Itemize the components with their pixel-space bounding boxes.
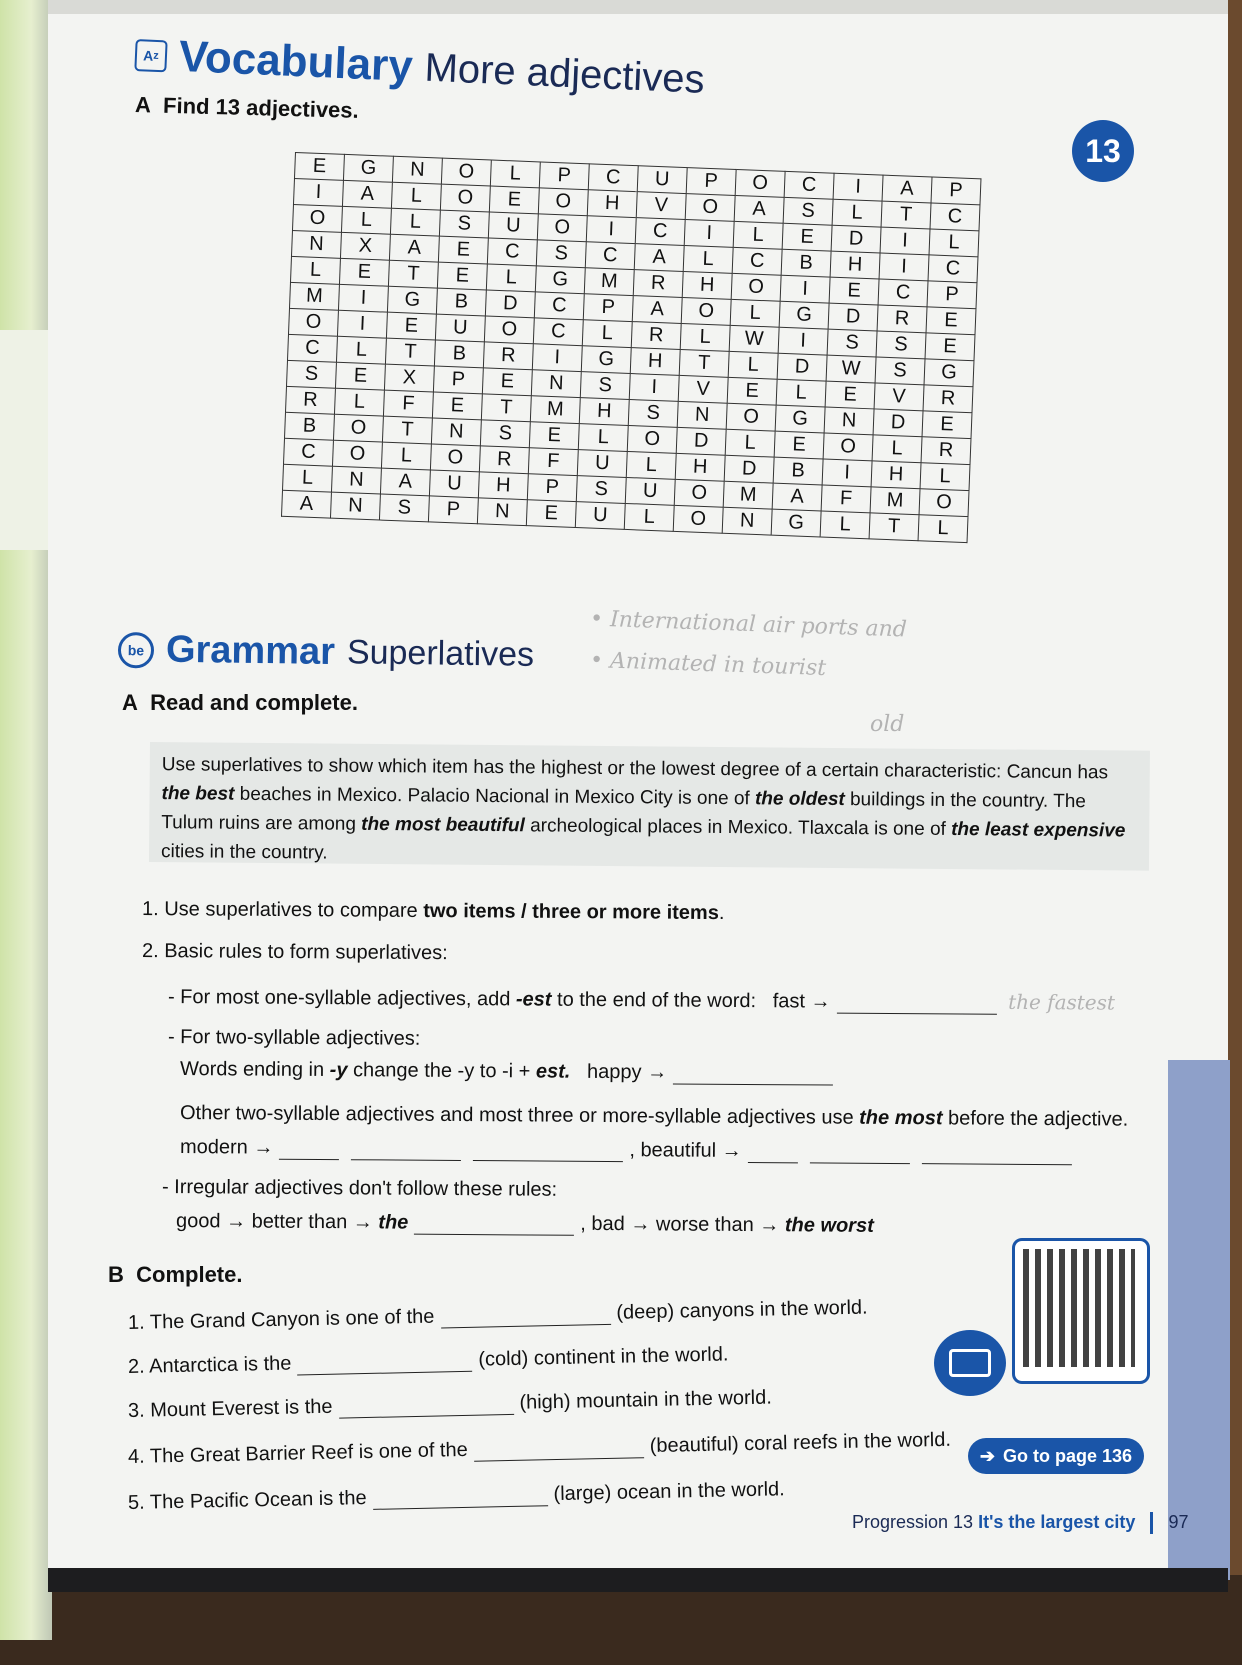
task-label: A — [134, 92, 152, 118]
grid-letter[interactable]: N — [291, 230, 341, 258]
grid-letter[interactable]: E — [482, 368, 532, 396]
rule-point-1: 1. Use superlatives to compare two items / three or more items. — [141, 898, 725, 925]
rule-example: the most beautiful — [361, 813, 525, 837]
answer-blank[interactable] — [473, 1142, 623, 1162]
grid-letter[interactable]: O — [537, 214, 587, 242]
grid-letter[interactable]: B — [436, 288, 486, 316]
grid-letter[interactable]: E — [925, 333, 975, 361]
grid-letter[interactable]: V — [678, 375, 728, 403]
answer-blank[interactable] — [338, 1396, 513, 1419]
grid-letter[interactable]: N — [722, 507, 772, 535]
vocab-title: Vocabulary — [177, 31, 414, 92]
answer-blank[interactable] — [297, 1353, 472, 1376]
grid-letter[interactable]: C — [487, 238, 537, 266]
complete-item-text: 3. Mount Everest is the — [127, 1395, 333, 1422]
grid-letter[interactable]: A — [632, 296, 682, 324]
grid-letter[interactable]: E — [489, 186, 539, 214]
grid-letter[interactable]: A — [882, 175, 932, 203]
grid-letter[interactable]: G — [771, 509, 821, 537]
grid-letter[interactable]: L — [336, 336, 386, 364]
superlatives-rule-box — [149, 742, 1150, 871]
grid-letter[interactable]: C — [284, 438, 334, 466]
grid-letter[interactable]: A — [734, 195, 784, 223]
grid-letter[interactable]: I — [337, 310, 387, 338]
grid-letter[interactable]: I — [532, 344, 582, 372]
grid-letter[interactable]: X — [384, 364, 434, 392]
complete-item-text: 4. The Great Barrier Reef is one of the — [127, 1438, 468, 1468]
grid-letter[interactable]: C — [930, 203, 980, 231]
rule-text: buildings in the country. The Tulum ruins are among — [161, 789, 1087, 835]
grid-letter[interactable]: D — [676, 427, 726, 455]
grid-letter[interactable]: L — [624, 503, 674, 531]
grid-letter[interactable]: H — [682, 271, 732, 299]
grid-letter[interactable]: O — [484, 316, 534, 344]
grid-letter[interactable]: O — [735, 169, 785, 197]
grid-letter[interactable]: A — [634, 244, 684, 272]
grid-letter[interactable]: P — [927, 281, 977, 309]
grid-letter[interactable]: U — [577, 450, 627, 478]
task-label: A — [122, 690, 138, 715]
grid-letter[interactable]: P — [527, 474, 577, 502]
grid-letter[interactable]: S — [875, 357, 925, 385]
grid-letter[interactable]: I — [778, 327, 828, 355]
left-page-edge — [0, 0, 52, 1640]
rule-the-most: Other two-syllable adjectives and most three or more-syllable adjectives use the most before the adjective. — [179, 1102, 1129, 1131]
rule-text: archeological places in Mexico. Tlaxcala is one of — [524, 815, 952, 840]
grid-letter[interactable]: D — [873, 409, 923, 437]
grid-letter[interactable]: C — [287, 334, 337, 362]
grid-letter[interactable]: G — [535, 266, 585, 294]
grid-letter[interactable]: I — [293, 178, 343, 206]
page-top-shadow — [48, 0, 1228, 14]
grid-letter[interactable]: S — [379, 494, 429, 522]
grid-letter[interactable]: L — [725, 429, 775, 457]
grid-letter[interactable]: I — [879, 253, 929, 281]
grid-letter[interactable]: L — [776, 379, 826, 407]
grid-letter[interactable]: G — [387, 286, 437, 314]
rule-example: the best — [161, 783, 235, 805]
grid-letter[interactable]: L — [733, 221, 783, 249]
grid-letter[interactable]: C — [784, 171, 834, 199]
rule-point-2: 2. Basic rules to form superlatives: — [141, 940, 448, 965]
task-text: Read and complete. — [150, 690, 358, 715]
grid-letter[interactable]: G — [581, 346, 631, 374]
rule-example: the oldest — [754, 788, 845, 811]
rule-irregular-examples: good → better than → the , bad → worse than → the worst — [175, 1210, 874, 1237]
device-icon — [934, 1330, 1006, 1396]
vocab-subtitle: More adjectives — [423, 45, 706, 102]
handwritten-note: • Animated in tourist — [589, 647, 827, 682]
grid-letter[interactable]: S — [480, 420, 530, 448]
grid-letter[interactable]: I — [338, 284, 388, 312]
grid-letter[interactable]: C — [585, 242, 635, 270]
grid-letter[interactable]: L — [486, 264, 536, 292]
grid-letter[interactable]: O — [538, 188, 588, 216]
grid-letter[interactable]: P — [433, 366, 483, 394]
rule-text: beaches in Mexico. Palacio Nacional in Mexico City is one of — [234, 783, 756, 810]
grid-letter[interactable]: L — [820, 511, 870, 539]
grid-letter[interactable]: E — [438, 236, 488, 264]
word-search-grid — [281, 152, 982, 543]
grid-letter[interactable]: H — [630, 348, 680, 376]
grid-letter[interactable]: D — [724, 455, 774, 483]
grammar-subtitle: Superlatives — [346, 633, 535, 674]
page-side-tab — [1168, 1060, 1230, 1580]
grid-letter[interactable]: T — [869, 513, 919, 541]
grid-letter[interactable]: T — [881, 201, 931, 229]
grid-letter[interactable]: L — [832, 199, 882, 227]
grid-letter[interactable]: T — [481, 394, 531, 422]
grid-letter[interactable]: L — [381, 442, 431, 470]
grid-letter[interactable]: O — [823, 433, 873, 461]
grid-letter[interactable]: H — [579, 398, 629, 426]
grid-letter[interactable]: R — [285, 386, 335, 414]
grid-letter[interactable]: E — [339, 258, 389, 286]
grid-letter[interactable]: O — [731, 273, 781, 301]
grid-letter[interactable]: E — [529, 422, 579, 450]
rule-text: Use superlatives to show which item has the highest or the lowest degree of a certain characteristic: Cancun has — [161, 754, 1109, 784]
grid-letter[interactable]: A — [282, 490, 332, 518]
grid-letter[interactable]: L — [391, 182, 441, 210]
unit-number-badge: 13 — [1072, 120, 1134, 182]
grid-letter[interactable]: S — [827, 329, 877, 357]
grid-letter[interactable]: F — [821, 485, 871, 513]
grid-letter[interactable]: P — [583, 294, 633, 322]
complete-item-text: 5. The Pacific Ocean is the — [127, 1487, 367, 1514]
grid-letter[interactable]: O — [726, 403, 776, 431]
grid-letter[interactable]: I — [629, 374, 679, 402]
task-text: Find 13 adjectives. — [162, 92, 360, 123]
grid-letter[interactable]: I — [833, 173, 883, 201]
grid-letter[interactable]: L — [334, 388, 384, 416]
grid-letter[interactable]: S — [580, 372, 630, 400]
go-to-page-label: Go to page 136 — [1003, 1445, 1133, 1466]
grid-letter[interactable]: B — [285, 412, 335, 440]
grid-letter[interactable]: O — [333, 414, 383, 442]
grid-letter[interactable]: L — [872, 435, 922, 463]
grid-letter[interactable]: P — [931, 177, 981, 205]
grid-letter[interactable]: W — [729, 325, 779, 353]
grid-letter[interactable]: R — [631, 322, 681, 350]
grid-letter[interactable]: S — [576, 476, 626, 504]
grid-letter[interactable]: D — [831, 225, 881, 253]
grid-letter[interactable]: S — [286, 360, 336, 388]
grid-letter[interactable]: V — [636, 192, 686, 220]
grid-letter[interactable]: L — [283, 464, 333, 492]
grid-letter[interactable]: B — [773, 457, 823, 485]
grid-letter[interactable]: C — [732, 247, 782, 275]
footer-unit-title: It's the largest city — [978, 1512, 1136, 1532]
grid-letter[interactable]: L — [728, 351, 778, 379]
arrow-right-icon: ➔ — [979, 1445, 996, 1466]
rule-two-syllable: - For two-syllable adjectives: — [167, 1026, 421, 1050]
grid-letter[interactable]: T — [385, 338, 435, 366]
grid-letter[interactable]: S — [628, 400, 678, 428]
grammar-title: Grammar — [165, 628, 336, 674]
complete-item-hint: (deep) canyons in the world. — [616, 1296, 868, 1324]
complete-item-text: 2. Antarctica is the — [127, 1352, 292, 1378]
grid-letter[interactable]: C — [588, 164, 638, 192]
grid-letter[interactable]: C — [533, 318, 583, 346]
grid-letter[interactable]: G — [343, 154, 393, 182]
grid-letter[interactable]: R — [921, 437, 971, 465]
grid-letter[interactable]: T — [382, 416, 432, 444]
grid-letter[interactable]: I — [780, 275, 830, 303]
handwritten-answer: the fastest — [1008, 989, 1116, 1015]
grid-letter[interactable]: H — [675, 453, 725, 481]
grid-letter[interactable]: R — [479, 446, 529, 474]
footer-progression: Progression 13 — [852, 1512, 974, 1532]
task-label: B — [108, 1262, 124, 1287]
grid-letter[interactable]: M — [530, 396, 580, 424]
grid-letter[interactable]: O — [440, 184, 490, 212]
grid-letter[interactable]: O — [919, 489, 969, 517]
grid-letter[interactable]: E — [335, 362, 385, 390]
grammar-header — [118, 628, 535, 677]
answer-blank[interactable] — [922, 1145, 1072, 1165]
complete-item-hint: (large) ocean in the world. — [553, 1478, 785, 1506]
grid-letter[interactable]: O — [288, 308, 338, 336]
rule-one-syllable: - For most one-syllable adjectives, add -est to the end of the word: fast → the fastest — [167, 986, 1116, 1015]
grid-letter[interactable]: L — [290, 256, 340, 284]
grid-letter[interactable]: U — [429, 470, 479, 498]
grid-letter[interactable]: P — [428, 496, 478, 524]
grid-letter[interactable]: L — [918, 515, 968, 543]
rule-example: the least expensive — [951, 818, 1126, 842]
rule-examples-most: modern → , beautiful → — [180, 1136, 1078, 1165]
grid-letter[interactable]: P — [686, 168, 736, 196]
grid-letter[interactable]: A — [772, 483, 822, 511]
complete-item-hint: (cold) continent in the world. — [478, 1343, 729, 1371]
grid-letter[interactable]: L — [582, 320, 632, 348]
footer-divider — [1150, 1512, 1153, 1534]
grid-letter[interactable]: E — [774, 431, 824, 459]
grid-letter[interactable]: C — [635, 218, 685, 246]
grid-letter[interactable]: R — [877, 305, 927, 333]
grid-letter[interactable]: P — [539, 162, 589, 190]
grid-letter[interactable]: N — [477, 498, 527, 526]
go-to-page-button[interactable] — [968, 1438, 1144, 1474]
grid-letter[interactable]: W — [826, 355, 876, 383]
grid-letter[interactable]: L — [390, 208, 440, 236]
grid-letter[interactable]: L — [730, 299, 780, 327]
grid-letter[interactable]: L — [626, 451, 676, 479]
grid-letter[interactable]: F — [528, 448, 578, 476]
grid-letter[interactable]: I — [684, 220, 734, 248]
handwritten-note: old — [870, 712, 905, 737]
grid-letter[interactable]: L — [929, 229, 979, 257]
grid-letter[interactable]: N — [431, 418, 481, 446]
answer-blank[interactable] — [474, 1439, 644, 1462]
grid-letter[interactable]: E — [526, 500, 576, 528]
grid-letter[interactable]: U — [435, 314, 485, 342]
grid-letter[interactable]: M — [723, 481, 773, 509]
word-search-table — [281, 152, 982, 543]
task-text: Complete. — [136, 1262, 243, 1287]
grid-letter[interactable]: L — [341, 206, 391, 234]
grid-letter[interactable]: O — [685, 194, 735, 222]
answer-blank[interactable] — [810, 1144, 910, 1164]
grid-letter[interactable]: N — [677, 401, 727, 429]
grid-letter[interactable]: C — [928, 255, 978, 283]
grid-letter[interactable]: U — [488, 212, 538, 240]
grid-letter[interactable]: T — [679, 349, 729, 377]
grid-letter[interactable]: D — [485, 290, 535, 318]
grid-letter[interactable]: S — [876, 331, 926, 359]
grid-letter[interactable]: E — [829, 277, 879, 305]
grid-letter[interactable]: A — [389, 234, 439, 262]
grid-letter[interactable]: U — [625, 477, 675, 505]
grid-letter[interactable]: O — [292, 204, 342, 232]
answer-blank[interactable] — [351, 1141, 461, 1161]
grid-letter[interactable]: O — [673, 505, 723, 533]
answer-blank[interactable] — [372, 1487, 547, 1510]
grid-letter[interactable]: G — [924, 359, 974, 387]
answer-blank[interactable] — [279, 1141, 339, 1160]
grid-letter[interactable]: T — [388, 260, 438, 288]
grammar-task — [122, 690, 358, 716]
grid-letter[interactable]: I — [880, 227, 930, 255]
grid-letter[interactable]: L — [683, 246, 733, 274]
grid-letter[interactable]: D — [828, 303, 878, 331]
grid-letter[interactable]: E — [294, 153, 344, 181]
grid-letter[interactable]: O — [674, 479, 724, 507]
grid-letter[interactable]: C — [878, 279, 928, 307]
grid-letter[interactable]: U — [637, 166, 687, 194]
complete-item-text: 1. The Grand Canyon is one of the — [127, 1305, 435, 1334]
grid-letter[interactable]: E — [437, 262, 487, 290]
grid-letter[interactable]: R — [633, 270, 683, 298]
grid-letter[interactable]: M — [870, 487, 920, 515]
grid-letter[interactable]: E — [386, 312, 436, 340]
rule-ending-y: Words ending in -y change the -y to -i + est. happy → — [180, 1058, 839, 1086]
grid-letter[interactable]: N — [531, 370, 581, 398]
be-icon: be — [118, 632, 154, 668]
page-bottom-shadow — [48, 1568, 1228, 1592]
grid-letter[interactable]: R — [483, 342, 533, 370]
complete-item-hint: (high) mountain in the world. — [519, 1386, 772, 1414]
grid-letter[interactable]: R — [923, 385, 973, 413]
grid-letter[interactable]: F — [383, 390, 433, 418]
answer-blank[interactable] — [414, 1216, 574, 1236]
grid-letter[interactable]: N — [331, 466, 381, 494]
grid-letter[interactable]: H — [871, 461, 921, 489]
grid-letter[interactable]: D — [777, 353, 827, 381]
grid-letter[interactable]: A — [342, 180, 392, 208]
grid-letter[interactable]: E — [727, 377, 777, 405]
grid-letter[interactable]: O — [430, 444, 480, 472]
grid-letter[interactable]: O — [627, 425, 677, 453]
grid-letter[interactable]: O — [681, 297, 731, 325]
az-icon: A z — [134, 39, 167, 72]
handwritten-note: • International air ports and — [589, 606, 908, 643]
grid-letter[interactable]: S — [439, 210, 489, 238]
grid-letter[interactable]: S — [536, 240, 586, 268]
grid-letter[interactable]: B — [434, 340, 484, 368]
grid-letter[interactable]: N — [392, 156, 442, 184]
rule-irregular: - Irregular adjectives don't follow these rules: — [161, 1176, 558, 1201]
grid-letter[interactable]: H — [830, 251, 880, 279]
grid-letter[interactable]: H — [478, 472, 528, 500]
grid-letter[interactable]: O — [332, 440, 382, 468]
grid-letter[interactable]: E — [926, 307, 976, 335]
grid-letter[interactable]: V — [874, 383, 924, 411]
grid-letter[interactable]: U — [575, 502, 625, 530]
grid-letter[interactable]: L — [680, 323, 730, 351]
grid-letter[interactable]: N — [824, 407, 874, 435]
grid-letter[interactable]: G — [779, 301, 829, 329]
grid-letter[interactable]: X — [340, 232, 390, 260]
grid-letter[interactable]: M — [584, 268, 634, 296]
grid-letter[interactable]: S — [783, 197, 833, 225]
grid-letter[interactable]: E — [432, 392, 482, 420]
answer-blank[interactable] — [836, 995, 996, 1015]
grid-letter[interactable]: I — [822, 459, 872, 487]
answer-blank[interactable] — [440, 1306, 610, 1329]
grid-letter[interactable]: L — [490, 160, 540, 188]
grid-letter[interactable]: B — [781, 249, 831, 277]
grid-letter[interactable]: L — [920, 463, 970, 491]
grid-letter[interactable]: E — [825, 381, 875, 409]
grid-letter[interactable]: O — [441, 158, 491, 186]
grid-letter[interactable]: E — [922, 411, 972, 439]
rule-text: cities in the country. — [160, 841, 328, 864]
grid-letter[interactable]: E — [782, 223, 832, 251]
complete-item-hint: (beautiful) coral reefs in the world. — [649, 1428, 952, 1458]
grid-letter[interactable]: L — [578, 424, 628, 452]
grid-letter[interactable]: G — [775, 405, 825, 433]
grid-letter[interactable]: C — [534, 292, 584, 320]
qr-code[interactable] — [1012, 1238, 1150, 1384]
page-number: 97 — [1168, 1512, 1189, 1532]
grid-letter[interactable]: M — [289, 282, 339, 310]
grid-letter[interactable]: I — [586, 216, 636, 244]
answer-blank[interactable] — [748, 1144, 798, 1163]
grid-letter[interactable]: H — [587, 190, 637, 218]
grid-letter[interactable]: N — [330, 492, 380, 520]
page-footer — [852, 1512, 1189, 1534]
answer-blank[interactable] — [673, 1065, 833, 1085]
grid-letter[interactable]: A — [380, 468, 430, 496]
complete-header — [108, 1262, 242, 1288]
